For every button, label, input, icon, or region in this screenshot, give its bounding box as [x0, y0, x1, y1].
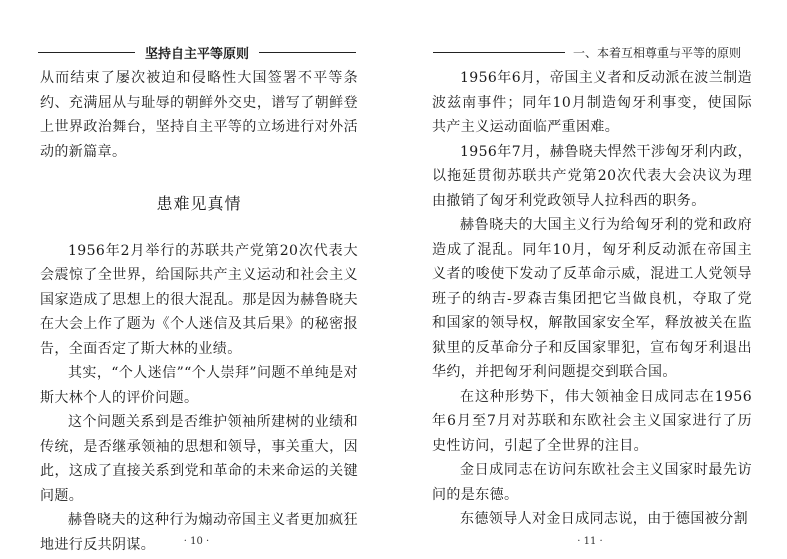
left-running-head	[38, 40, 356, 64]
paragraph: 这个问题关系到是否维护领袖所建树的业绩和传统，是否继承领袖的思想和领导，事关重大，因此，这成了直接关系到党和革命的未来命运的关键问题。	[40, 414, 358, 504]
paragraph: 东德领导人对金日成同志说，由于德国被分割	[460, 511, 748, 527]
right-page	[393, 0, 787, 559]
right-page-content	[432, 66, 752, 532]
paragraph: 1956年2月举行的苏联共产党第20次代表大会震惊了全世界，给国际共产主义运动和社会主义国家造成了思想上的很大混乱。那是因为赫鲁晓夫在大会上作了题为《个人迷信及其后果》的秘密报告，全面否定了斯大林的业绩。	[40, 242, 358, 357]
left-page-number: · 10 ·	[183, 536, 210, 547]
paragraph: 其实，“个人迷信”“个人崇拜”问题不单纯是对斯大林个人的评价问题。	[40, 365, 358, 406]
left-page	[0, 0, 393, 559]
paragraph: 1956年7月，赫鲁晓夫悍然干涉匈牙利内政，以拖延贯彻苏联共产党第20次代表大会决议为理由撤销了匈牙利党政领导人拉科西的职务。	[432, 143, 752, 209]
section-title: 患难见真情	[156, 194, 242, 213]
right-running-head-title: 一、本着互相尊重与平等的原则	[572, 45, 741, 60]
right-head-rule	[433, 52, 565, 53]
paragraph: 1956年6月，帝国主义者和反动派在波兰制造波兹南事件；同年10月制造匈牙利事变，使国际共产主义运动面临严重困难。	[432, 70, 752, 135]
left-running-head-title: 坚持自主平等原则	[145, 46, 250, 62]
paragraph: 从而结束了屡次被迫和侵略性大国签署不平等条约、充满屈从与耻辱的朝鲜外交史，谱写了朝鲜登上世界政治舞台，坚持自主平等的立场进行对外活动的新篇章。	[40, 70, 358, 160]
paragraph: 金日成同志在访问东欧社会主义国家时最先访问的是东德。	[432, 462, 752, 503]
left-head-rule-right	[259, 52, 356, 53]
paragraph: 在这种形势下，伟大领袖金日成同志在1956年6月至7月对苏联和东欧社会主义国家进行了历史性访问，引起了全世界的注目。	[432, 388, 752, 454]
paragraph: 赫鲁晓夫的这种行为煽动帝国主义者更加疯狂地进行反共阴谋。	[40, 512, 358, 553]
right-page-number: · 11 ·	[577, 536, 603, 547]
paragraph: 赫鲁晓夫的大国主义行为给匈牙利的党和政府造成了混乱。同年10月，匈牙利反动派在帝国主义者的唆使下发动了反革命示威，混进工人党领导班子的纳吉-罗森吉集团把它当做良机，夺取了党和国家的领导权，解散国家安全军，释放被关在监狱里的反革命分子和反国家罪犯，宣布匈牙利退出华约，并把匈牙利问题提交到联合国。	[432, 217, 752, 380]
left-head-rule-left	[38, 52, 135, 53]
left-page-content	[40, 66, 358, 557]
right-running-head	[433, 40, 751, 64]
